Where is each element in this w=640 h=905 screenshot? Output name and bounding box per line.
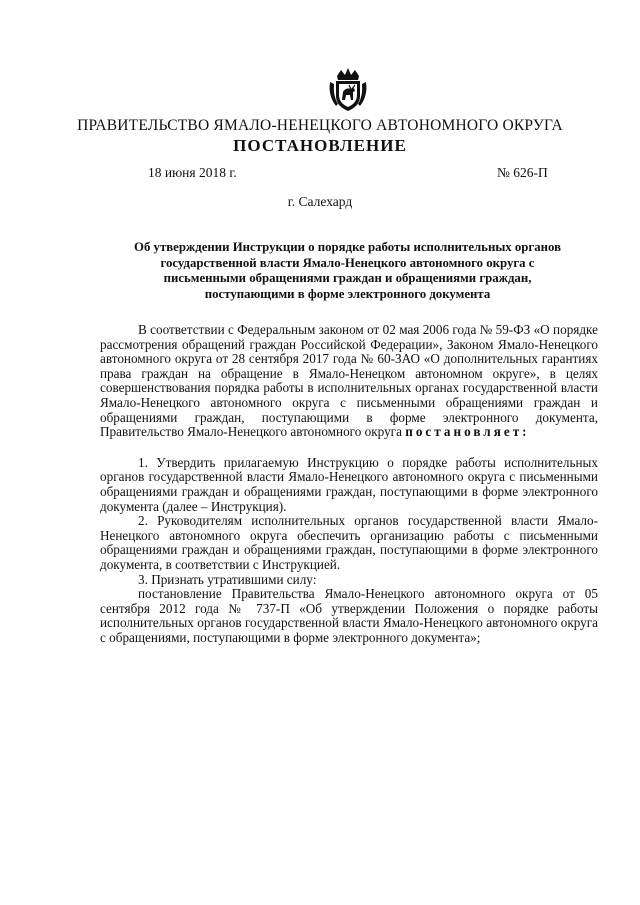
clause-paragraph: 2. Руководителям исполнительных органов государственной власти Ямало-Ненецкого автономного округа обеспечить организацию работы с письменными обращениями граждан и обращениями граждан, поступающими в форме электронного документа, в соответствии с Инструкцией. — [100, 513, 598, 572]
resolves-word: постановляет: — [405, 424, 530, 440]
document-subject: Об утверждении Инструкции о порядке работы исполнительных органов государственной власти Ямало-Ненецкого автономного округа с письменными обращениями граждан и обращениями граждан, поступающими в форме электронного документа — [134, 240, 561, 301]
preamble-paragraph — [100, 323, 598, 440]
clause-paragraph: 1. Утвердить прилагаемую Инструкцию о порядке работы исполнительных органов государственной власти Ямало-Ненецкого автономного округа с письменными обращениями граждан и обращениями граждан, поступающими в форме электронного документа (далее – Инструкция). — [100, 454, 598, 514]
clause-paragraph: 3. Признать утратившими силу: — [138, 571, 317, 587]
document-number: № 626-П — [497, 165, 548, 180]
clause-paragraph: постановление Правительства Ямало-Ненецкого автономного округа от 05 сентября 2012 года № 737-П «Об утверждении Положения о порядке работы исполнительных органов государственной власти Ямало-Ненецкого автономного округа с обращениями, поступающими в форме электронного документа»; — [100, 586, 598, 645]
document-body — [100, 323, 598, 645]
document-type: ПОСТАНОВЛЕНИЕ — [233, 136, 407, 155]
preamble-text: В соответствии с Федеральным законом от 02 мая 2006 года № 59-ФЗ «О порядке рассмотрения обращений граждан Российской Федерации», Законом Ямало-Ненецкого автономного округа от 28 сентября 2017 года № 60-ЗАО «О дополнительных гарантиях права граждан на обращение в Ямало-Ненецком автономном округе», в целях совершенствования порядка работы в исполнительных органах государственной власти Ямало-Ненецкого автономного округа с письменными обращениями граждан и обращениями граждан, поступающими в форме электронного документа, Правительство Ямало-Ненецкого автономного округа — [100, 322, 598, 440]
government-title: ПРАВИТЕЛЬСТВО ЯМАЛО-НЕНЕЦКОГО АВТОНОМНОГО ОКРУГА — [77, 117, 563, 134]
document-city: г. Салехард — [287, 194, 353, 209]
coat-of-arms-icon — [328, 68, 368, 114]
document-date: 18 июня 2018 г. — [148, 165, 237, 180]
